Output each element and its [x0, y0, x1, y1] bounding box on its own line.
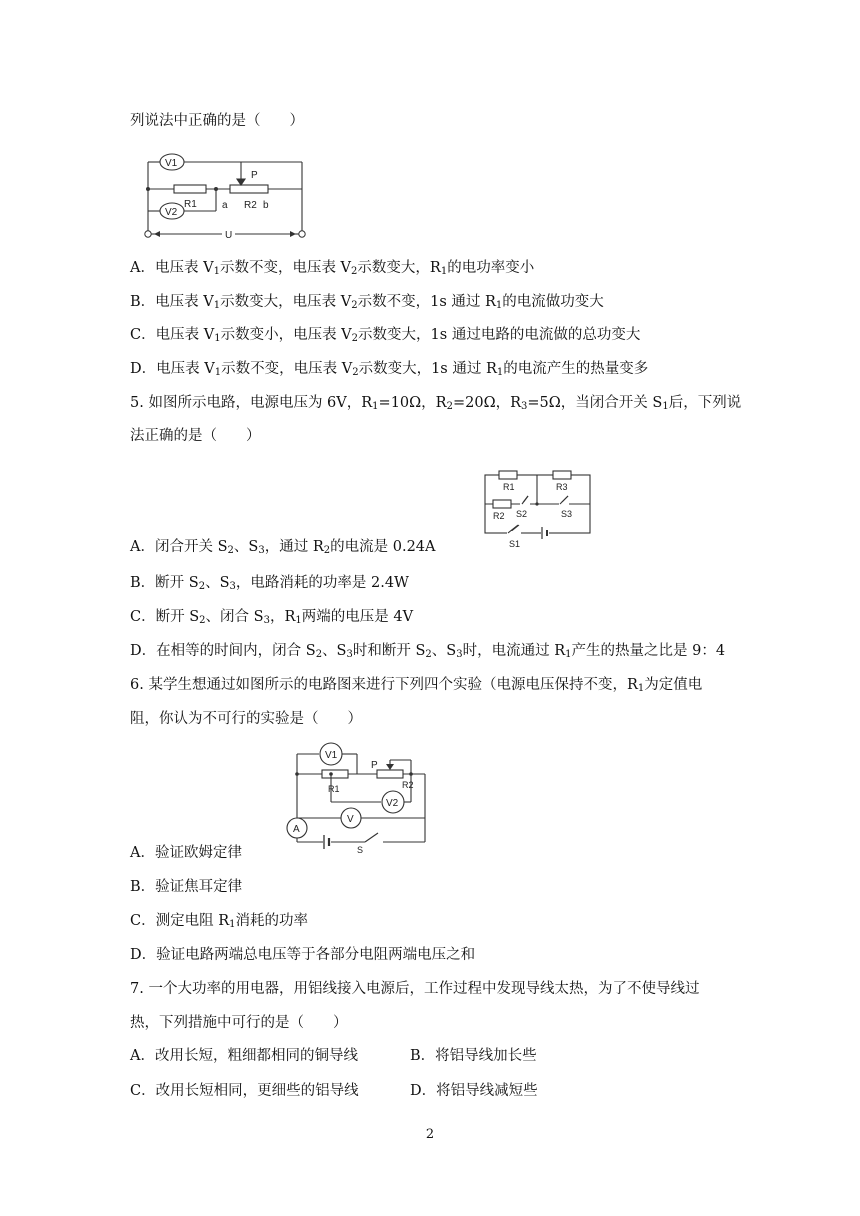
q5-stem-line2: 法正确的是（ ）: [130, 428, 261, 444]
q7-option-c: C．改用长短相同，更细些的铝导线: [130, 1083, 359, 1099]
q4-stem: 列说法中正确的是（ ）: [130, 113, 304, 129]
q6-fig-r1: R1: [328, 784, 340, 794]
q5-fig-r1: R1: [503, 482, 515, 492]
q4-fig-v2: V2: [165, 207, 178, 218]
q6-fig-r2: R2: [402, 780, 414, 790]
q6-fig-s: S: [357, 845, 364, 855]
q5-option-b: B．断开 $S_2$、$S_3$，电路消耗的功率是 2.4W: [130, 575, 409, 592]
q6-fig-p: P: [371, 760, 378, 771]
q4-circuit-figure: [140, 152, 315, 247]
q6-fig-a: A: [293, 824, 300, 835]
q7-option-d: D．将铝导线减短些: [410, 1083, 538, 1099]
q6-fig-v: V: [347, 814, 354, 825]
q6-circuit-figure: [285, 742, 430, 854]
q4-option-b: B．电压表 $V_1$示数变大，电压表 $V_2$示数不变，1s 通过 $R_1$的电流做功变大: [130, 294, 604, 311]
q6-option-d: D．验证电路两端总电压等于各部分电阻两端电压之和: [130, 947, 476, 963]
q4-option-c: C．电压表 $V_1$示数变小，电压表 $V_2$示数变大，1s 通过电路的电流做的总功变大: [130, 327, 641, 344]
q6-option-b: B．验证焦耳定律: [130, 879, 243, 895]
q7-stem-line1: 7. 一个大功率的用电器，用铝线接入电源后，工作过程中发现导线太热，为了不使导线过: [130, 981, 700, 997]
q7-option-a: A．改用长短，粗细都相同的铜导线: [130, 1048, 358, 1064]
q4-option-a: A．电压表 $V_1$示数不变，电压表 $V_2$示数变大，$R_1$的电功率变小: [130, 260, 535, 277]
q5-fig-r2: R2: [493, 511, 505, 521]
q4-fig-u: U: [225, 230, 233, 241]
q4-fig-p: P: [251, 170, 258, 181]
q5-fig-s3: S3: [561, 509, 573, 519]
q6-option-a: A．验证欧姆定律: [130, 845, 242, 861]
q5-option-d: D．在相等的时间内，闭合 $S_2$、$S_3$时和断开 $S_2$、$S_3$时，电流通过 $R_1$产生的热量之比是 9：4: [130, 643, 726, 660]
q5-stem-line1: 5. 如图所示电路，电源电压为 6V，$R_1=10\Omega$，$R_2=20\Omega$，$R_3=5\Omega$，当闭合开关 $S_1$后，下列说: [130, 395, 742, 412]
q4-fig-v1: V1: [165, 158, 178, 169]
q4-fig-a: a: [222, 200, 228, 211]
q4-option-d: D．电压表 $V_1$示数不变，电压表 $V_2$示数变大，1s 通过 $R_1$的电流产生的热量变多: [130, 361, 649, 378]
q5-option-c: C．断开 $S_2$、闭合 $S_3$，$R_1$两端的电压是 4V: [130, 609, 414, 626]
q4-fig-r1: R1: [184, 199, 197, 210]
q5-fig-r3: R3: [556, 482, 568, 492]
q7-stem-line2: 热，下列措施中可行的是（ ）: [130, 1015, 348, 1031]
q4-fig-r2: R2: [244, 200, 257, 211]
q6-stem-line1: 6. 某学生想通过如图所示的电路图来进行下列四个实验（电源电压保持不变，$R_1$为定值电: [130, 677, 703, 694]
q5-fig-s1: S1: [509, 539, 521, 549]
q6-option-c: C．测定电阻 $R_1$消耗的功率: [130, 913, 309, 930]
q7-option-b: B．将铝导线加长些: [410, 1048, 537, 1064]
page-number: 2: [425, 1127, 435, 1142]
q5-fig-s2: S2: [516, 509, 528, 519]
q5-option-a: A．闭合开关 $S_2$、$S_3$，通过 $R_2$的电流是 0.24A: [130, 539, 436, 556]
q5-circuit-figure: [475, 467, 600, 552]
q6-fig-v1: V1: [325, 750, 338, 761]
q6-stem-line2: 阻，你认为不可行的实验是（ ）: [130, 711, 362, 727]
q6-fig-v2: V2: [386, 798, 399, 809]
q4-fig-b: b: [263, 200, 269, 211]
